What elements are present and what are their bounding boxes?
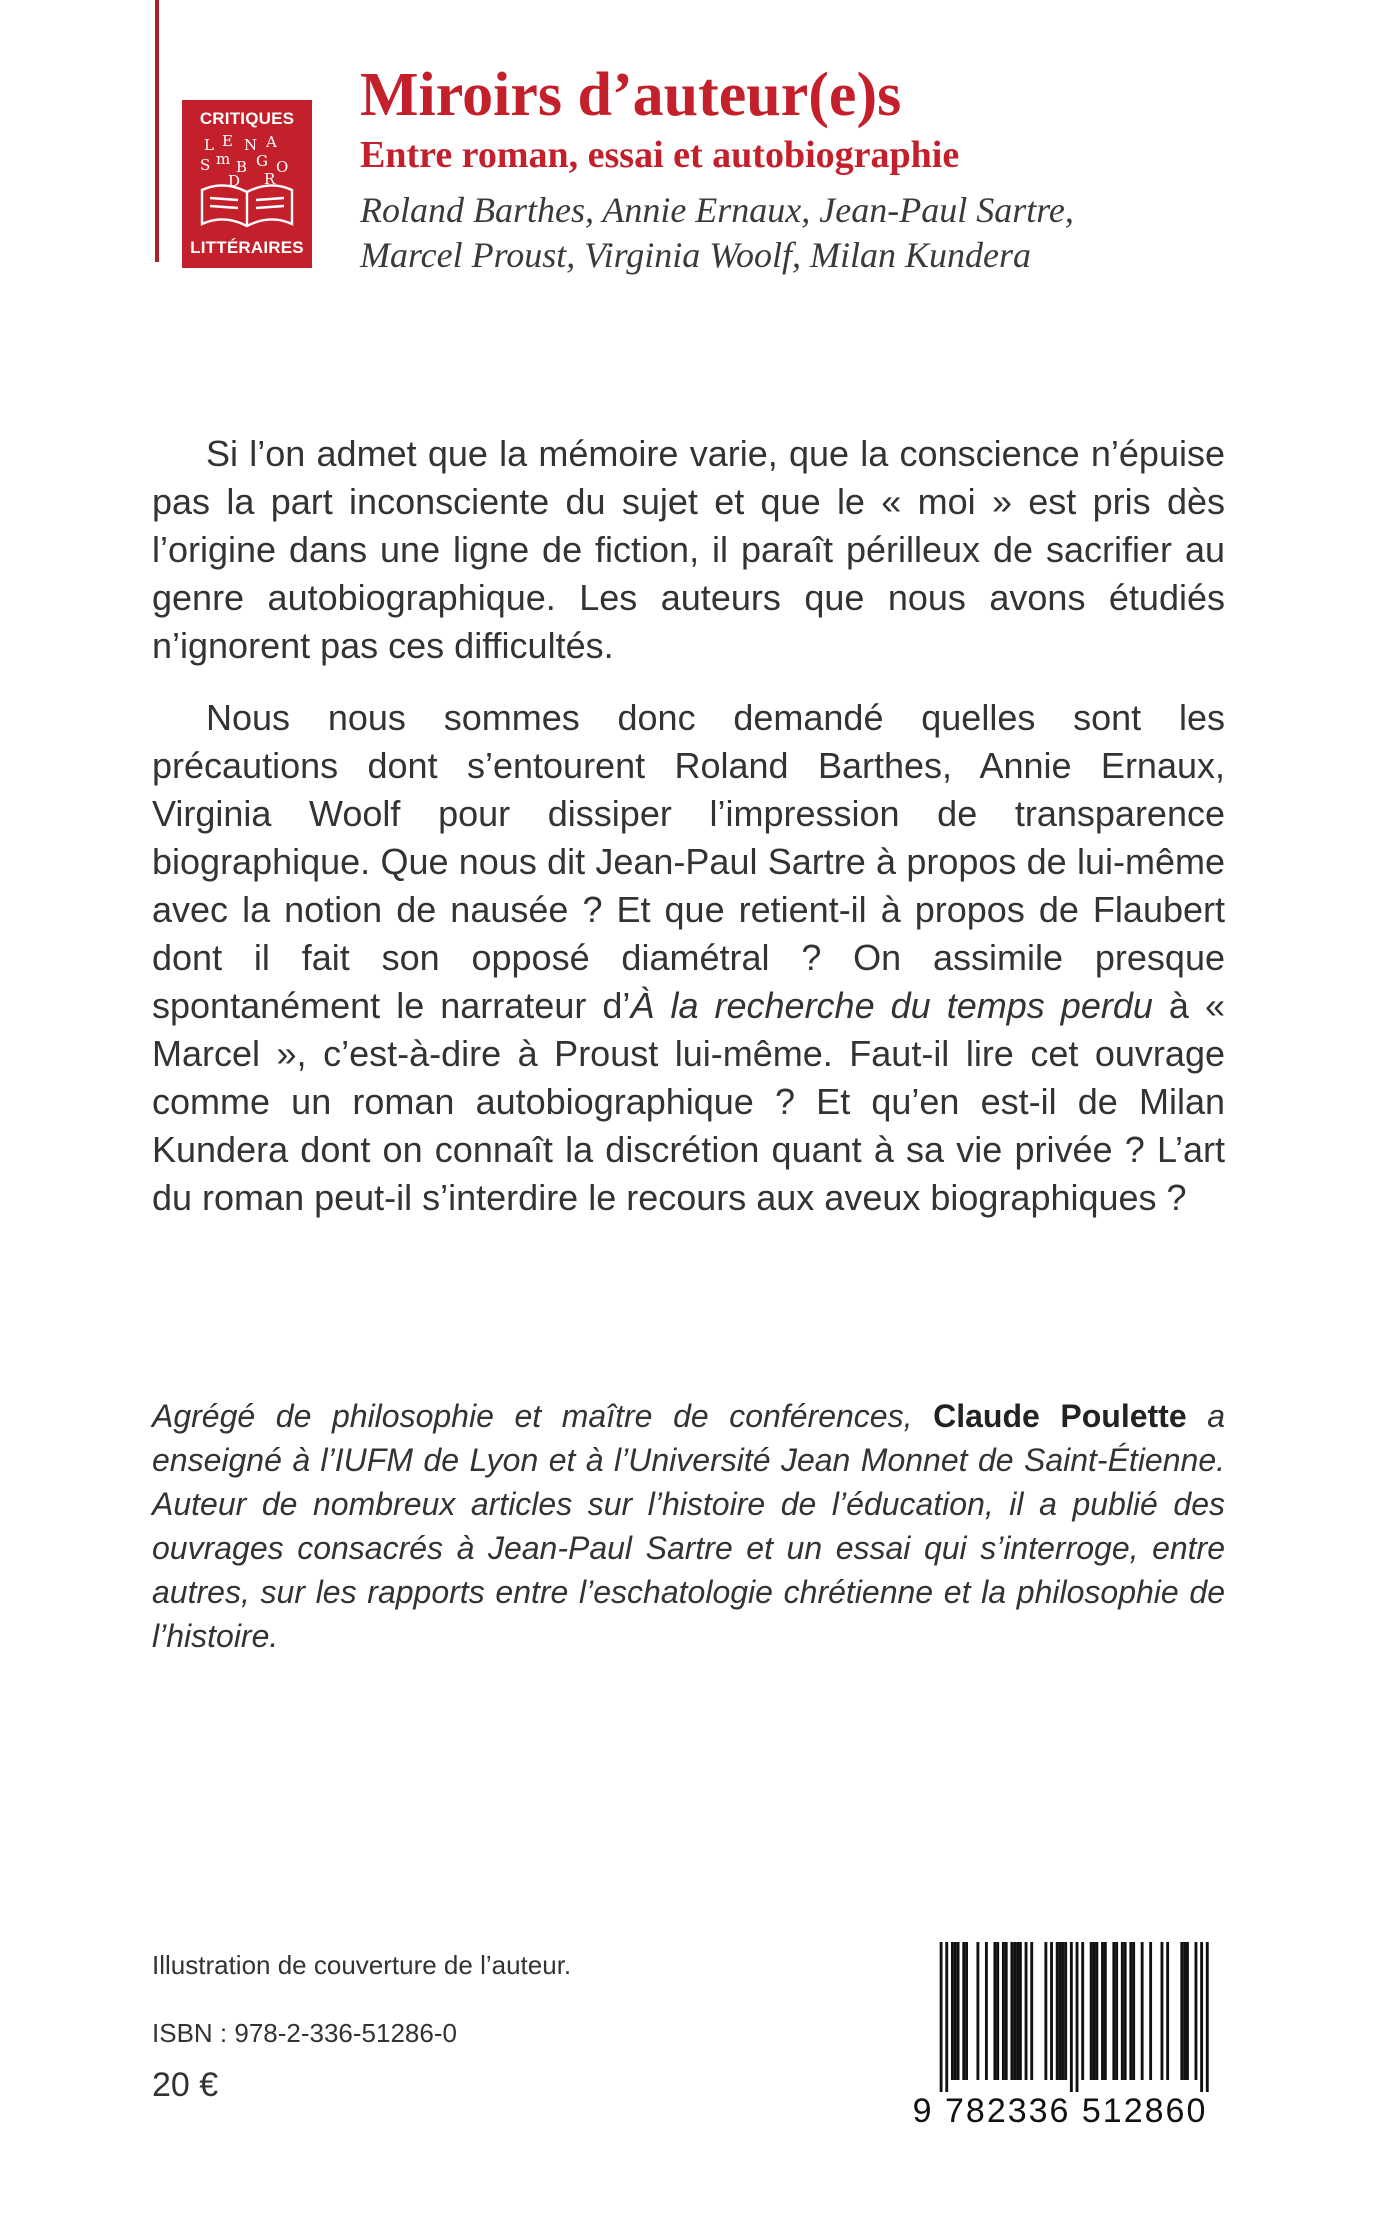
barcode-bar — [1112, 1942, 1115, 2080]
barcode-bar — [996, 1942, 999, 2080]
barcode-bar — [1050, 1942, 1053, 2080]
back-cover-blurb — [152, 430, 1225, 1246]
barcode-bar — [1183, 1942, 1186, 2080]
open-book-icon — [194, 134, 300, 230]
barcode-bar — [1044, 1942, 1047, 2080]
svg-text:S: S — [200, 156, 211, 174]
series-logo — [182, 100, 312, 268]
barcode-bar — [962, 1942, 965, 2080]
barcode-bar — [1095, 1942, 1098, 2080]
barcode-bar — [1124, 1942, 1127, 2080]
barcode-bar — [1195, 1942, 1198, 2080]
barcode-bar — [1019, 1942, 1022, 2080]
blurb-paragraph-2 — [152, 694, 1225, 1222]
barcode-bar — [940, 1942, 943, 2092]
blurb-p2-book-title: À la recherche du temps perdu — [630, 985, 1153, 1026]
barcode-bar — [1101, 1942, 1104, 2080]
authors-line-1: Roland Barthes, Annie Ernaux, Jean-Paul Sartre, — [360, 190, 1074, 230]
barcode-digits: 9 782336 512860 — [912, 2092, 1208, 2130]
barcode-bar — [1206, 1942, 1209, 2092]
blurb-p2-text-b: à « Marcel », c’est-à-dire à Proust lui-même. Faut-il lire cet ouvrage comme un roman autobiographique ? Et qu’en est-il de Milan Kundera dont on connaît la discrétion quant à sa vie privée ? L’art du roman peut-il s’interdire le recours aux aveux biographiques ? — [152, 985, 1225, 1218]
svg-text:m: m — [216, 150, 231, 168]
barcode-bar — [1081, 1942, 1084, 2080]
author-name: Claude Poulette — [933, 1398, 1187, 1434]
barcode-bar — [985, 1942, 988, 2080]
svg-text:G: G — [256, 152, 268, 170]
book-title: Miroirs d’auteur(e)s — [360, 61, 902, 129]
barcode-bar — [1166, 1942, 1169, 2080]
barcode-bar — [1016, 1942, 1019, 2080]
barcode-bar — [1132, 1942, 1135, 2080]
bio-text-b: a enseigné à l’IUFM de Lyon et à l’Université Jean Monnet de Saint-Étienne. Auteur de nombreux articles sur l’histoire de l’éducation, il a publié des ouvrages consacrés à Jean-Paul Sartre et un essai qui s’interroge, entre autres, sur les rapports entre l’eschatologie chrétienne et la philosophie de l’histoire. — [152, 1398, 1226, 1654]
svg-text:R: R — [264, 170, 276, 188]
barcode-bar — [976, 1942, 979, 2080]
bio-text-a: Agrégé de philosophie et maître de conférences, — [152, 1398, 934, 1434]
barcode-bar — [1115, 1942, 1118, 2080]
barcode-bar — [1061, 1942, 1064, 2080]
author-bio-paragraph — [152, 1394, 1225, 1658]
barcode-bar — [1149, 1942, 1152, 2080]
barcode-bar — [957, 1942, 960, 2080]
barcode-bar — [1010, 1942, 1013, 2080]
barcode-bar — [1200, 1942, 1203, 2092]
book-subtitle: Entre roman, essai et autobiographie — [360, 134, 960, 176]
barcode-bar — [951, 1942, 954, 2080]
barcode-bars — [900, 1942, 1220, 2092]
svg-text:E: E — [222, 134, 233, 150]
barcode-bar — [1186, 1942, 1189, 2080]
barcode-bar — [1121, 1942, 1124, 2080]
svg-text:A: A — [266, 134, 277, 151]
barcode-bar — [1161, 1942, 1164, 2080]
series-logo-bottom-label: LITTÉRAIRES — [190, 238, 304, 257]
barcode-bar — [1059, 1942, 1062, 2080]
svg-text:D: D — [228, 172, 241, 190]
barcode-bar — [1093, 1942, 1096, 2080]
barcode-bar — [965, 1942, 968, 2080]
barcode-bar — [993, 1942, 996, 2080]
svg-text:N: N — [244, 136, 258, 154]
barcode-bar — [1076, 1942, 1079, 2092]
svg-text:B: B — [236, 158, 248, 176]
svg-text:L: L — [204, 136, 214, 154]
barcode-bar — [1064, 1942, 1067, 2080]
barcode-bar — [945, 1942, 948, 2092]
barcode — [900, 1942, 1220, 2132]
price: 20 € — [152, 2066, 219, 2104]
isbn: ISBN : 978-2-336-51286-0 — [152, 2018, 457, 2048]
barcode-bar — [1070, 1942, 1073, 2092]
barcode-bar — [1129, 1942, 1132, 2080]
red-vertical-rule — [155, 0, 159, 262]
illustration-credit: Illustration de couverture de l’auteur. — [152, 1950, 572, 1980]
blurb-p2-text-a: Nous nous sommes donc demandé quelles sont les précautions dont s’entourent Roland Barthes, Annie Ernaux, Virginia Woolf pour dissiper l’impression de transparence biographique. Que nous dit Jean-Paul Sartre à propos de lui-même avec la notion de nausée ? Et que retient-il à propos de Flaubert dont il fait son opposé diamétral ? On assimile presque spontanément le narrateur d’ — [152, 697, 1225, 1026]
barcode-bar — [1104, 1942, 1107, 2080]
blurb-paragraph-1: Si l’on admet que la mémoire varie, que la conscience n’épuise pas la part inconsciente du sujet et que le « moi » est pris dès l’origine dans une ligne de fiction, il paraît périlleux de sacrifier au genre autobiographique. Les auteurs que nous avons étudiés n’ignorent pas ces difficultés. — [152, 433, 1225, 666]
svg-text:O: O — [276, 158, 289, 176]
barcode-bar — [1025, 1942, 1028, 2080]
series-logo-top-label: CRITIQUES — [199, 109, 295, 128]
authors-line-2: Marcel Proust, Virginia Woolf, Milan Kundera — [360, 235, 1031, 275]
barcode-bar — [1005, 1942, 1008, 2080]
barcode-bar — [1002, 1942, 1005, 2080]
barcode-bar — [1180, 1942, 1183, 2080]
barcode-bar — [1013, 1942, 1016, 2080]
barcode-bar — [1090, 1942, 1093, 2080]
studied-authors — [360, 188, 1260, 278]
barcode-bar — [1030, 1942, 1033, 2080]
barcode-bar — [1056, 1942, 1059, 2080]
barcode-bar — [954, 1942, 957, 2080]
author-bio — [152, 1394, 1225, 1658]
barcode-bar — [1141, 1942, 1144, 2080]
